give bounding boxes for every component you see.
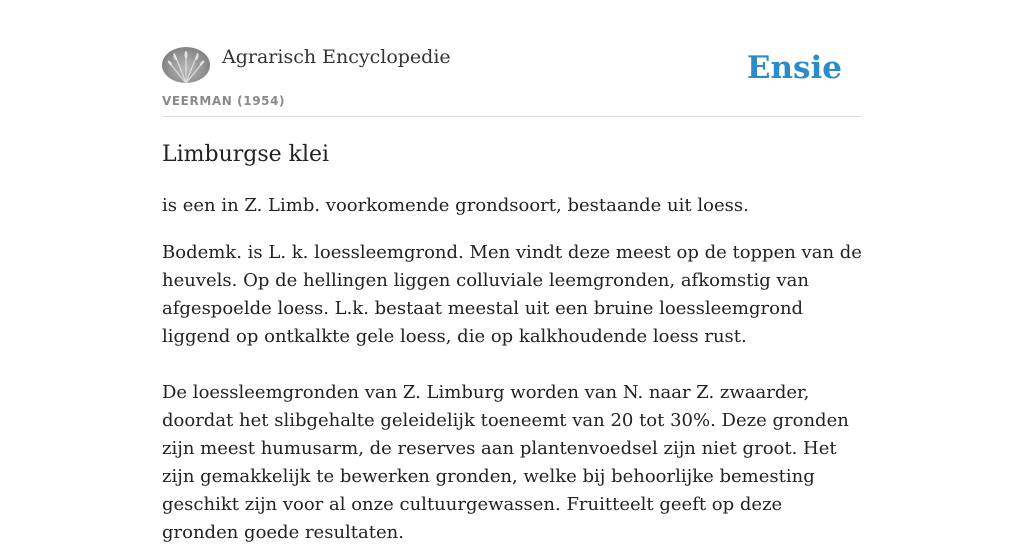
article [162,140,862,547]
author-byline: VEERMAN (1954) [162,94,286,108]
article-title: Limburgse klei [162,142,330,167]
header [162,44,862,117]
book-title[interactable]: Agrarisch Encyclopedie [222,46,451,68]
article-paragraph: De loessleemgronden van Z. Limburg worden van N. naar Z. zwaarder, doordat het slibgehalte geleidelijk toeneemt van 20 tot 30%. Deze gronden zijn meest humusarm, de reserves aan plantenvoedsel zijn niet groot. Het zijn gemakkelijk te bewerken gronden, welke bij behoorlijke bemesting geschikt zijn voor al onze cultuurgewassen. Fruitteelt geeft op deze gronden goede resultaten. [162,382,849,543]
brand-logo[interactable]: Ensie [746,50,842,86]
article-intro: is een in Z. Limb. voorkomende grondsoort, bestaande uit loess. [162,195,749,216]
article-paragraph: Bodemk. is L. k. loessleemgrond. Men vindt deze meest op de toppen van de heuvels. Op de hellingen liggen colluviale leemgronden, afkomstig van afgespoelde loess. L.k. bestaat meestal uit een bruine loessleemgrond liggend op ontkalkte gele loess, die op kalkhoudende loess rust. [162,242,862,347]
wheat-logo-icon[interactable] [162,47,210,83]
